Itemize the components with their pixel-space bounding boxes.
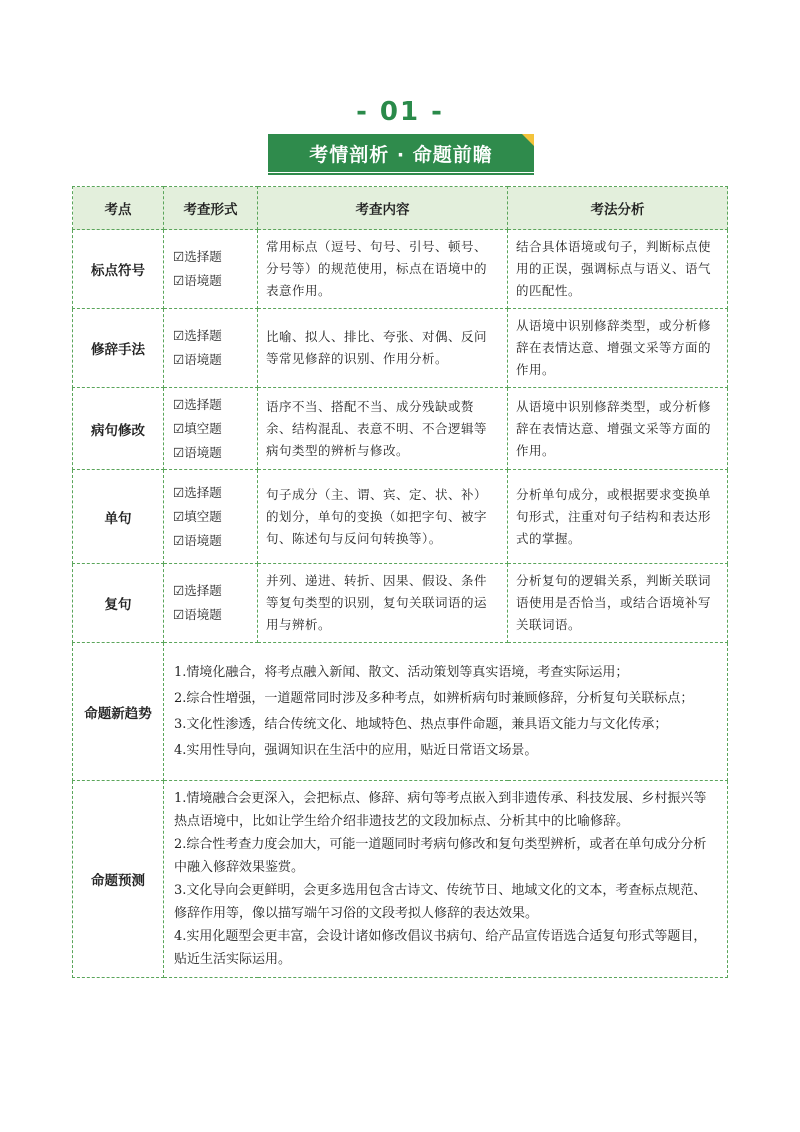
exam-form-cell [164,309,258,388]
form-item: ☑语境题 [173,532,222,548]
col-header-analysis: 考法分析 [508,187,728,230]
exam-content-cell: 常用标点（逗号、句号、引号、顿号、分号等）的规范使用，标点在语境中的表意作用。 [258,230,508,309]
form-item: ☑选择题 [173,328,222,343]
table-row [73,388,728,470]
exam-content-cell: 句子成分（主、谓、宾、定、状、补）的划分，单句的变换（如把字句、被字句、陈述句与反问句转换等）。 [258,470,508,564]
exam-analysis-cell: 分析单句成分，或根据要求变换单句形式，注重对句子结构和表达形式的掌握。 [508,470,728,564]
exam-content-cell: 比喻、拟人、排比、夸张、对偶、反问等常见修辞的识别、作用分析。 [258,309,508,388]
exam-analysis-cell: 从语境中识别修辞类型，或分析修辞在表情达意、增强文采等方面的作用。 [508,309,728,388]
form-item: ☑语境题 [173,273,222,288]
prediction-item: 3.文化导向会更鲜明，会更多选用包含古诗文、传统节日、地域文化的文本，考查标点规范、修辞作用等，像以描写端午习俗的文段考拟人修辞的表达效果。 [174,883,707,921]
exam-form-cell [164,470,258,564]
exam-analysis-cell: 从语境中识别修辞类型，或分析修辞在表情达意、增强文采等方面的作用。 [508,388,728,470]
trend-item: 4.实用性导向，强调知识在生活中的应用，贴近日常语文场景。 [174,742,538,758]
prediction-item: 4.实用化题型会更丰富，会设计诸如修改倡议书病句、给产品宣传语选合适复句形式等题目，贴近生活实际运用。 [174,929,707,967]
section-number: - 01 - [356,97,444,127]
form-item: ☑填空题 [173,508,222,524]
prediction-content [164,781,728,978]
exam-point-cell: 修辞手法 [73,309,164,388]
table-row [73,470,728,564]
table-row [73,309,728,388]
table-header-row [73,187,728,230]
form-item: ☑选择题 [173,484,222,500]
exam-point-cell: 标点符号 [73,230,164,309]
exam-analysis-table [72,186,728,978]
trend-content [164,643,728,781]
table-row [73,564,728,643]
prediction-label: 命题预测 [73,781,164,978]
banner-corner-decoration [522,134,534,146]
prediction-item: 2.综合性考查力度会加大，可能一道题同时考病句修改和复句类型辨析，或者在单句成分分析中融入修辞效果鉴赏。 [174,837,707,875]
prediction-row [73,781,728,978]
trend-label: 命题新趋势 [73,643,164,781]
exam-point-cell: 病句修改 [73,388,164,470]
exam-form-cell [164,564,258,643]
form-item: ☑语境题 [173,607,222,622]
exam-analysis-cell: 结合具体语境或句子，判断标点使用的正误，强调标点与语义、语气的匹配性。 [508,230,728,309]
exam-point-cell: 复句 [73,564,164,643]
trend-row [73,643,728,781]
table-row [73,230,728,309]
trend-item: 2.综合性增强，一道题常同时涉及多种考点，如辨析病句时兼顾修辞，分析复句关联标点； [174,690,694,706]
exam-analysis-cell: 分析复句的逻辑关系，判断关联词语使用是否恰当，或结合语境补写关联词语。 [508,564,728,643]
banner-title: 考情剖析 · 命题前瞻 [309,143,493,166]
section-banner [268,134,534,172]
banner-underline [268,173,534,175]
col-header-form: 考查形式 [164,187,258,230]
exam-form-cell [164,230,258,309]
form-item: ☑选择题 [173,583,222,598]
form-item: ☑语境题 [173,444,222,460]
form-item: ☑选择题 [173,396,222,412]
col-header-point: 考点 [73,187,164,230]
exam-content-cell: 并列、递进、转折、因果、假设、条件等复句类型的识别，复句关联词语的运用与辨析。 [258,564,508,643]
form-item: ☑填空题 [173,420,222,436]
exam-content-cell: 语序不当、搭配不当、成分残缺或赘余、结构混乱、表意不明、不合逻辑等病句类型的辨析与修改。 [258,388,508,470]
exam-form-cell [164,388,258,470]
form-item: ☑语境题 [173,352,222,367]
exam-point-cell: 单句 [73,470,164,564]
form-item: ☑选择题 [173,249,222,264]
trend-item: 3.文化性渗透，结合传统文化、地域特色、热点事件命题，兼具语文能力与文化传承； [174,716,668,732]
prediction-item: 1.情境融合会更深入，会把标点、修辞、病句等考点嵌入到非遗传承、科技发展、乡村振兴等热点语境中，比如让学生给介绍非遗技艺的文段加标点、分析其中的比喻修辞。 [174,791,707,829]
col-header-content: 考查内容 [258,187,508,230]
trend-item: 1.情境化融合，将考点融入新闻、散文、活动策划等真实语境，考查实际运用； [174,664,629,680]
